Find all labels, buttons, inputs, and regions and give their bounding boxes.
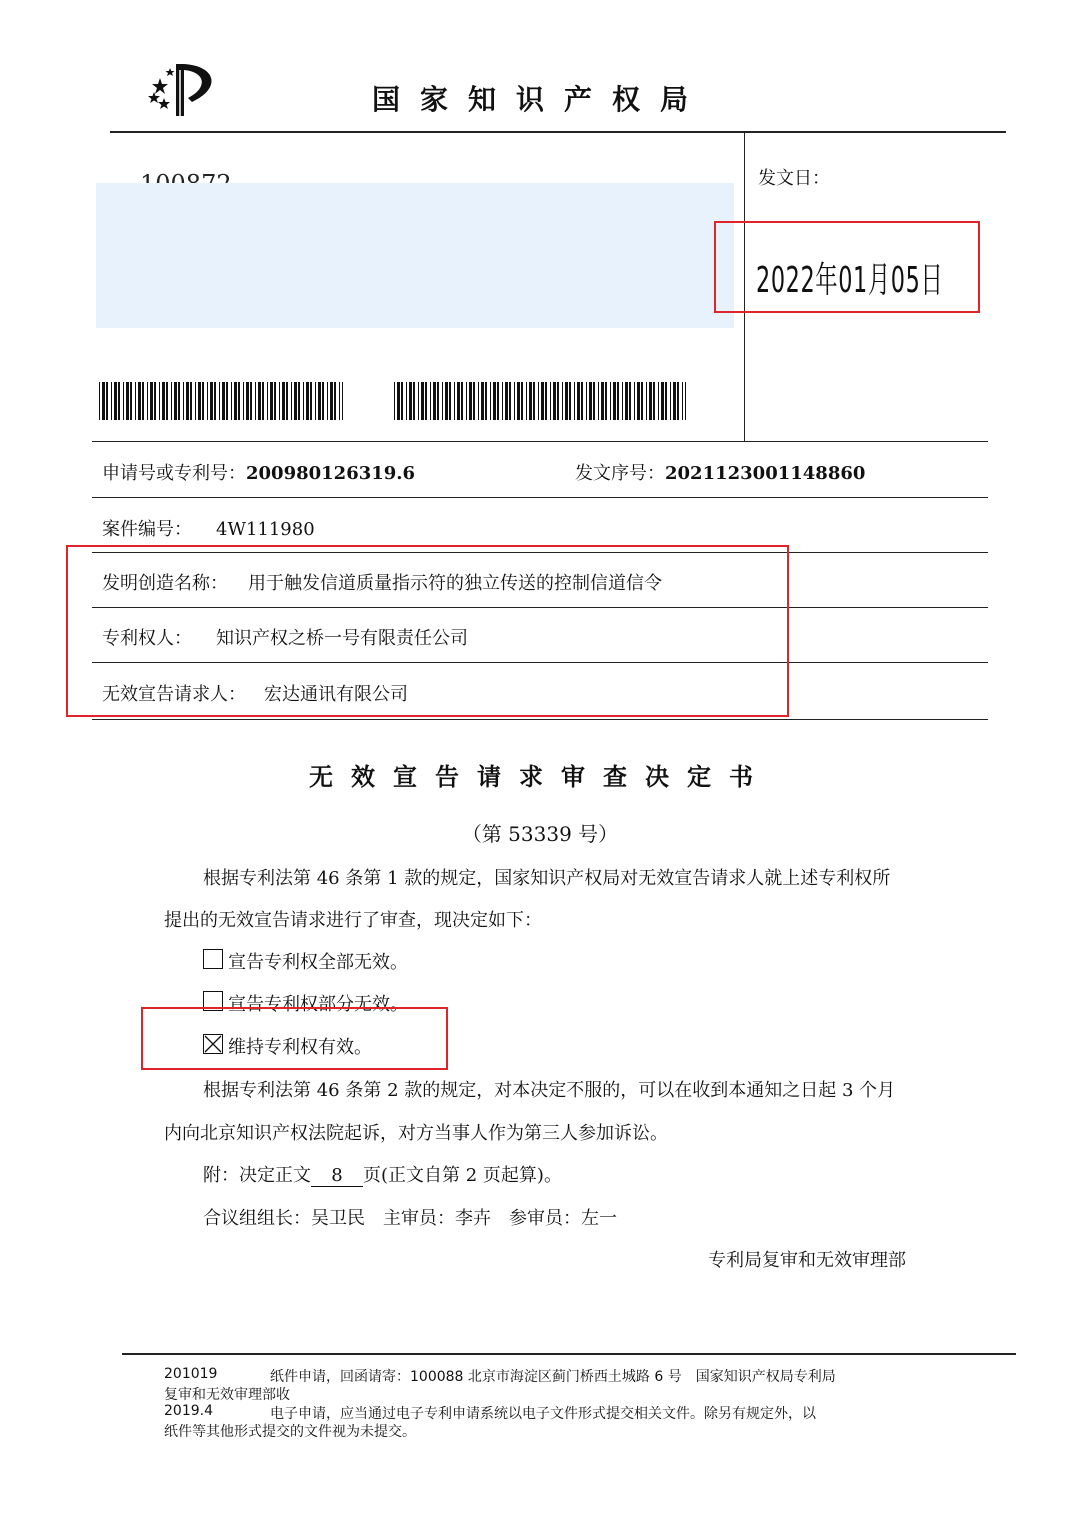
patentee-label: 专利权人： [102,628,192,649]
appeal-line-2: 内向北京知识产权法院起诉，对方当事人作为第三人参加诉讼。 [164,1123,668,1144]
application-number [102,459,415,485]
case-number [102,515,315,541]
attachment-suffix: 页(正文自第 2 页起算)。 [363,1165,562,1186]
requester-value: 宏达通讯有限公司 [264,684,408,705]
invention-title-value: 用于触发信道质量指示符的独立传送的控制信道信令 [248,573,662,594]
application-number-value: 200980126319.6 [246,463,416,484]
issuing-department: 专利局复审和无效审理部 [708,1250,906,1271]
panel-members: 合议组组长：吴卫民 主审员：李卉 参审员：左一 [203,1208,617,1229]
footer-code-1: 201019 [164,1366,218,1382]
parties-highlight-box [66,545,789,717]
case-number-label: 案件编号： [102,519,192,540]
redacted-address-block [96,183,734,328]
attachment-prefix: 附：决定正文 [203,1165,311,1186]
row-divider [92,497,988,498]
barcode-left [99,382,343,420]
option-invalid-all: 宣告专利权全部无效。 [228,952,408,973]
decision-highlight-box [141,1007,448,1070]
serial-number-label: 发文序号： [575,463,665,484]
requester-label: 无效宣告请求人： [102,684,246,705]
intro-line-1: 根据专利法第 46 条第 1 款的规定，国家知识产权局对无效宣告请求人就上述专利权所 [203,868,891,889]
option-maintain-valid: 维持专利权有效。 [228,1037,372,1058]
application-number-label: 申请号或专利号： [102,463,246,484]
decision-title: 无效宣告请求审查决定书 [309,763,771,791]
cnipa-logo [140,58,230,122]
option-invalid-partial: 宣告专利权部分无效。 [228,994,408,1015]
appeal-line-1: 根据专利法第 46 条第 2 款的规定，对本决定不服的，可以在收到本通知之日起 3 个月 [203,1080,896,1101]
attachment-line [203,1161,562,1187]
footer-rule [122,1353,1016,1355]
intro-line-2: 提出的无效宣告请求进行了审查，现决定如下： [164,910,542,931]
patentee-value: 知识产权之桥一号有限责任公司 [216,628,468,649]
attachment-pages: 8 [311,1165,363,1187]
issue-date-value: 2022年01月05日 [756,260,944,301]
footer-line-1b: 复审和无效审理部收 [164,1387,290,1403]
row-divider [92,441,988,442]
serial-number [575,459,865,485]
barcode-right [394,382,686,420]
footer-line-2b: 纸件等其他形式提交的文件视为未提交。 [164,1424,416,1440]
agency-name: 国家知识产权局 [372,83,709,116]
header-rule [110,131,1006,133]
footer-line-2: 电子申请，应当通过电子专利申请系统以电子文件形式提交相关文件。除另有规定外，以 [270,1406,816,1422]
decision-number: （第 53339 号） [461,822,619,846]
issue-date-label: 发文日： [758,168,830,189]
row-divider [92,719,988,720]
invention-title-label: 发明创造名称： [102,573,228,594]
footer-line-1: 纸件申请，回函请寄：100088 北京市海淀区蓟门桥西土城路 6 号 国家知识产权局专利局 [270,1369,836,1385]
footer-code-2: 2019.4 [164,1403,213,1419]
checkbox-invalid-all [203,949,223,969]
serial-number-value: 2021123001148860 [665,463,866,484]
case-number-value: 4W111980 [216,519,315,540]
